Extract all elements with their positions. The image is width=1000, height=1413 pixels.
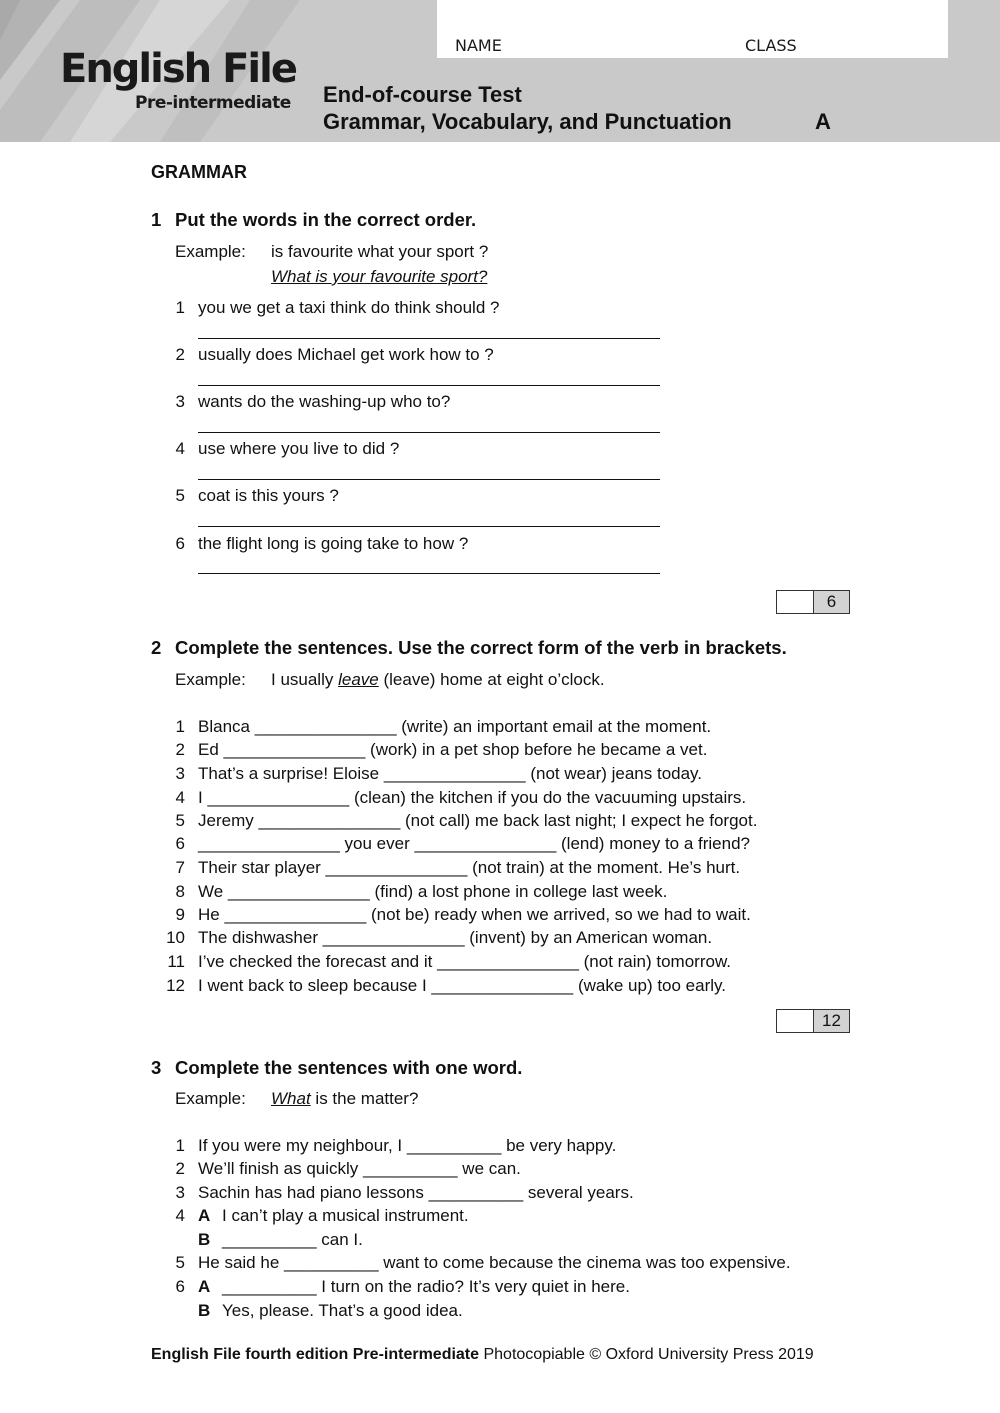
- speaker-label: A: [198, 1206, 211, 1225]
- item-number: 11: [167, 952, 185, 971]
- item-number: 6: [175, 534, 185, 553]
- example-after: is the matter?: [315, 1089, 419, 1108]
- item-prompt: coat is this yours ?: [198, 486, 339, 505]
- item-prompt: wants do the washing-up who to?: [198, 392, 451, 411]
- item-sentence[interactable]: I went back to sleep because I _______________ (wake up) too early.: [198, 976, 726, 995]
- test-title: End-of-course Test: [323, 82, 522, 107]
- item-sentence[interactable]: The dishwasher _______________ (invent) by an American woman.: [198, 928, 713, 947]
- speaker-label: A: [198, 1277, 211, 1296]
- item-number: 4: [175, 788, 185, 807]
- score-total: 12: [814, 1010, 849, 1032]
- logo-subtitle: Pre-intermediate: [135, 93, 291, 113]
- score-blank[interactable]: [777, 591, 814, 613]
- item-number: 5: [175, 486, 185, 505]
- score-box: [776, 590, 850, 614]
- section-heading: GRAMMAR: [151, 162, 247, 182]
- item-prompt: usually does Michael get work how to ?: [198, 345, 494, 364]
- item-sentence[interactable]: Ed _______________ (work) in a pet shop before he became a vet.: [198, 740, 708, 759]
- footer-title: English File fourth edition Pre-intermediate: [151, 1346, 480, 1363]
- example-after: (leave) home at eight o’clock.: [383, 670, 605, 689]
- example-answer: What is your favourite sport?: [271, 267, 488, 286]
- example-before: I usually: [271, 670, 334, 689]
- item-number: 6: [175, 834, 185, 853]
- item-number: 3: [175, 1183, 185, 1202]
- exercise-1-instruction: Put the words in the correct order.: [175, 209, 477, 230]
- footer-copyright: Photocopiable © Oxford University Press 2019: [483, 1346, 814, 1363]
- score-box: [776, 1009, 850, 1033]
- item-number: 10: [166, 928, 185, 947]
- item-sentence[interactable]: We’ll finish as quickly __________ we can.: [198, 1159, 521, 1178]
- example-label: Example:: [175, 670, 246, 689]
- page-footer: [151, 1346, 814, 1364]
- item-number: 5: [175, 1253, 185, 1272]
- item-sentence[interactable]: Jeremy _______________ (not call) me back last night; I expect he forgot.: [198, 811, 758, 830]
- item-sentence[interactable]: _______________ you ever _______________ (lend) money to a friend?: [198, 834, 751, 853]
- speaker-label: B: [198, 1301, 211, 1320]
- item-sentence[interactable]: Sachin has had piano lessons __________ several years.: [198, 1183, 634, 1202]
- item-sentence: Yes, please. That’s a good idea.: [222, 1301, 463, 1320]
- exercise-3-instruction: Complete the sentences with one word.: [175, 1057, 523, 1078]
- exercise-2-number: 2: [151, 637, 162, 658]
- item-sentence[interactable]: __________ can I.: [222, 1230, 363, 1249]
- item-sentence[interactable]: That’s a surprise! Eloise _______________ (not wear) jeans today.: [198, 764, 703, 783]
- item-prompt: use where you live to did ?: [198, 439, 400, 458]
- answer-line[interactable]: [198, 338, 660, 339]
- item-number: 1: [175, 1136, 185, 1155]
- item-number: 3: [175, 764, 185, 783]
- answer-line[interactable]: [198, 385, 660, 386]
- item-sentence[interactable]: __________ I turn on the radio? It’s very quiet in here.: [222, 1277, 630, 1296]
- item-number: 12: [166, 976, 185, 995]
- item-prompt: the flight long is going take to how ?: [198, 534, 469, 553]
- item-number: 8: [175, 882, 185, 901]
- exercise-1-number: 1: [151, 209, 162, 230]
- example-answer: leave: [338, 670, 379, 689]
- test-version: A: [815, 109, 831, 134]
- item-number: 7: [175, 858, 185, 877]
- item-number: 2: [175, 1159, 185, 1178]
- item-number: 1: [175, 717, 185, 736]
- item-sentence[interactable]: He said he __________ want to come because the cinema was too expensive.: [198, 1253, 791, 1272]
- item-prompt: you we get a taxi think do think should ?: [198, 298, 500, 317]
- item-sentence[interactable]: I _______________ (clean) the kitchen if you do the vacuuming upstairs.: [198, 788, 747, 807]
- answer-line[interactable]: [198, 526, 660, 527]
- example-sentence: [271, 1089, 418, 1109]
- answer-line[interactable]: [198, 432, 660, 433]
- item-number: 4: [175, 439, 185, 458]
- item-sentence: I can’t play a musical instrument.: [222, 1206, 469, 1225]
- exercise-3-number: 3: [151, 1057, 162, 1078]
- item-number: 3: [175, 392, 185, 411]
- example-answer: What: [271, 1089, 311, 1108]
- answer-line[interactable]: [198, 573, 660, 574]
- item-sentence[interactable]: He _______________ (not be) ready when we arrived, so we had to wait.: [198, 905, 751, 924]
- item-sentence[interactable]: We _______________ (find) a lost phone in college last week.: [198, 882, 668, 901]
- score-blank[interactable]: [777, 1010, 814, 1032]
- name-class-box: [437, 0, 948, 58]
- example-label: Example:: [175, 242, 246, 261]
- name-label: NAME: [455, 36, 502, 55]
- logo-title: English File: [60, 46, 296, 92]
- class-label: CLASS: [745, 36, 797, 55]
- item-number: 2: [175, 740, 185, 759]
- speaker-label: B: [198, 1230, 211, 1249]
- item-number: 4: [175, 1206, 185, 1225]
- item-sentence[interactable]: If you were my neighbour, I __________ be very happy.: [198, 1136, 617, 1155]
- item-sentence[interactable]: I’ve checked the forecast and it _______________ (not rain) tomorrow.: [198, 952, 732, 971]
- example-label: Example:: [175, 1089, 246, 1108]
- item-number: 2: [175, 345, 185, 364]
- answer-line[interactable]: [198, 479, 660, 480]
- score-total: 6: [814, 591, 849, 613]
- example-prompt: is favourite what your sport ?: [271, 242, 489, 261]
- item-number: 5: [175, 811, 185, 830]
- exercise-2-instruction: Complete the sentences. Use the correct form of the verb in brackets.: [175, 637, 787, 658]
- item-number: 6: [175, 1277, 185, 1296]
- page-header: [0, 0, 1000, 142]
- item-number: 9: [175, 905, 185, 924]
- item-number: 1: [175, 298, 185, 317]
- item-sentence[interactable]: Their star player _______________ (not train) at the moment. He’s hurt.: [198, 858, 741, 877]
- example-sentence: [271, 670, 605, 690]
- test-subtitle: Grammar, Vocabulary, and Punctuation: [323, 109, 732, 134]
- item-sentence[interactable]: Blanca _______________ (write) an important email at the moment.: [198, 717, 712, 736]
